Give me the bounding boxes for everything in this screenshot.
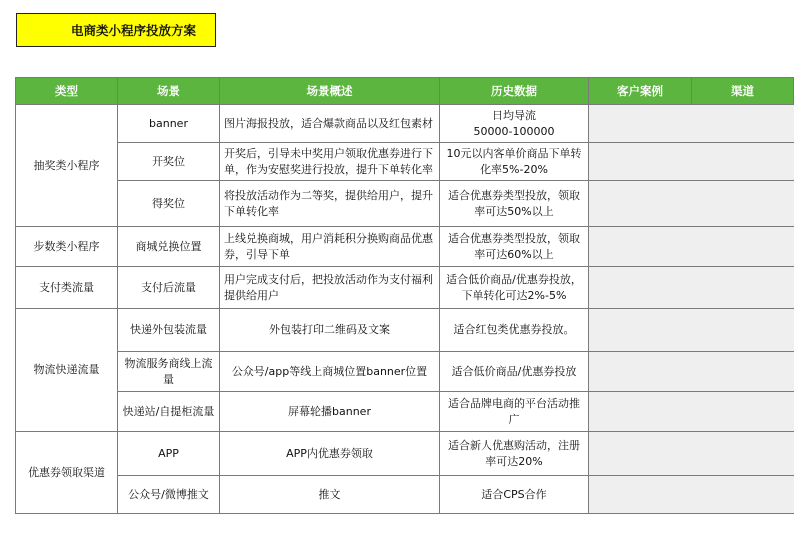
redacted-cell: [692, 181, 794, 227]
description-cell: 用户完成支付后，把投放活动作为支付福利提供给用户: [220, 267, 440, 309]
redacted-cell: [589, 267, 692, 309]
type-cell: 物流快递流量: [16, 309, 118, 432]
table-row: [16, 309, 794, 352]
history-cell: 适合低价商品/优惠券投放，下单转化可达2%-5%: [440, 267, 589, 309]
redacted-cell: [692, 227, 794, 267]
description-cell: APP内优惠券领取: [220, 432, 440, 476]
history-cell: 适合CPS合作: [440, 476, 589, 514]
type-cell: 步数类小程序: [16, 227, 118, 267]
scene-cell: APP: [118, 432, 220, 476]
table-row: [16, 392, 794, 432]
description-cell: 屏幕轮播banner: [220, 392, 440, 432]
history-cell: 适合优惠券类型投放，领取率可达50%以上: [440, 181, 589, 227]
history-cell: 适合新人优惠购活动，注册率可达20%: [440, 432, 589, 476]
scene-cell: 开奖位: [118, 143, 220, 181]
plan-table: [15, 77, 794, 514]
header-cases: 客户案例: [589, 78, 692, 105]
type-cell: 优惠券领取渠道: [16, 432, 118, 514]
header-type: 类型: [16, 78, 118, 105]
redacted-cell: [692, 392, 794, 432]
type-cell: 抽奖类小程序: [16, 105, 118, 227]
description-cell: 将投放活动作为二等奖，提供给用户，提升下单转化率: [220, 181, 440, 227]
history-cell: 适合红包类优惠券投放。: [440, 309, 589, 352]
scene-cell: 得奖位: [118, 181, 220, 227]
table-row: [16, 267, 794, 309]
redacted-cell: [589, 227, 692, 267]
redacted-cell: [692, 143, 794, 181]
description-cell: 上线兑换商城，用户消耗积分换购商品优惠券，引导下单: [220, 227, 440, 267]
redacted-cell: [692, 105, 794, 143]
description-cell: 开奖后，引导未中奖用户领取优惠券进行下单，作为安慰奖进行投放，提升下单转化率: [220, 143, 440, 181]
table-row: [16, 105, 794, 143]
table-row: [16, 476, 794, 514]
table-row: [16, 432, 794, 476]
redacted-cell: [692, 476, 794, 514]
header-channel: 渠道: [692, 78, 794, 105]
table-row: [16, 227, 794, 267]
redacted-cell: [692, 352, 794, 392]
description-cell: 推文: [220, 476, 440, 514]
history-cell: 适合低价商品/优惠券投放: [440, 352, 589, 392]
redacted-cell: [589, 352, 692, 392]
redacted-cell: [589, 143, 692, 181]
header-row: [16, 78, 794, 105]
header-scene: 场景: [118, 78, 220, 105]
scene-cell: 快递外包装流量: [118, 309, 220, 352]
history-cell: 适合品牌电商的平台活动推广: [440, 392, 589, 432]
sheet-title: 电商类小程序投放方案: [16, 13, 216, 47]
table-row: [16, 143, 794, 181]
scene-cell: 支付后流量: [118, 267, 220, 309]
scene-cell: banner: [118, 105, 220, 143]
header-description: 场景概述: [220, 78, 440, 105]
redacted-cell: [589, 476, 692, 514]
description-cell: 公众号/app等线上商城位置banner位置: [220, 352, 440, 392]
scene-cell: 物流服务商线上流量: [118, 352, 220, 392]
redacted-cell: [589, 392, 692, 432]
history-cell: 适合优惠券类型投放，领取率可达60%以上: [440, 227, 589, 267]
scene-cell: 快递站/自提柜流量: [118, 392, 220, 432]
scene-cell: 商城兑换位置: [118, 227, 220, 267]
description-cell: 外包装打印二维码及文案: [220, 309, 440, 352]
scene-cell: 公众号/微博推文: [118, 476, 220, 514]
table-row: [16, 352, 794, 392]
history-cell: 日均导流 50000-100000: [440, 105, 589, 143]
description-cell: 图片海报投放，适合爆款商品以及红包素材: [220, 105, 440, 143]
header-history: 历史数据: [440, 78, 589, 105]
redacted-cell: [692, 267, 794, 309]
redacted-cell: [589, 105, 692, 143]
redacted-cell: [692, 432, 794, 476]
redacted-cell: [692, 309, 794, 352]
table-row: [16, 181, 794, 227]
type-cell: 支付类流量: [16, 267, 118, 309]
redacted-cell: [589, 181, 692, 227]
redacted-cell: [589, 309, 692, 352]
redacted-cell: [589, 432, 692, 476]
history-cell: 10元以内客单价商品下单转化率5%-20%: [440, 143, 589, 181]
